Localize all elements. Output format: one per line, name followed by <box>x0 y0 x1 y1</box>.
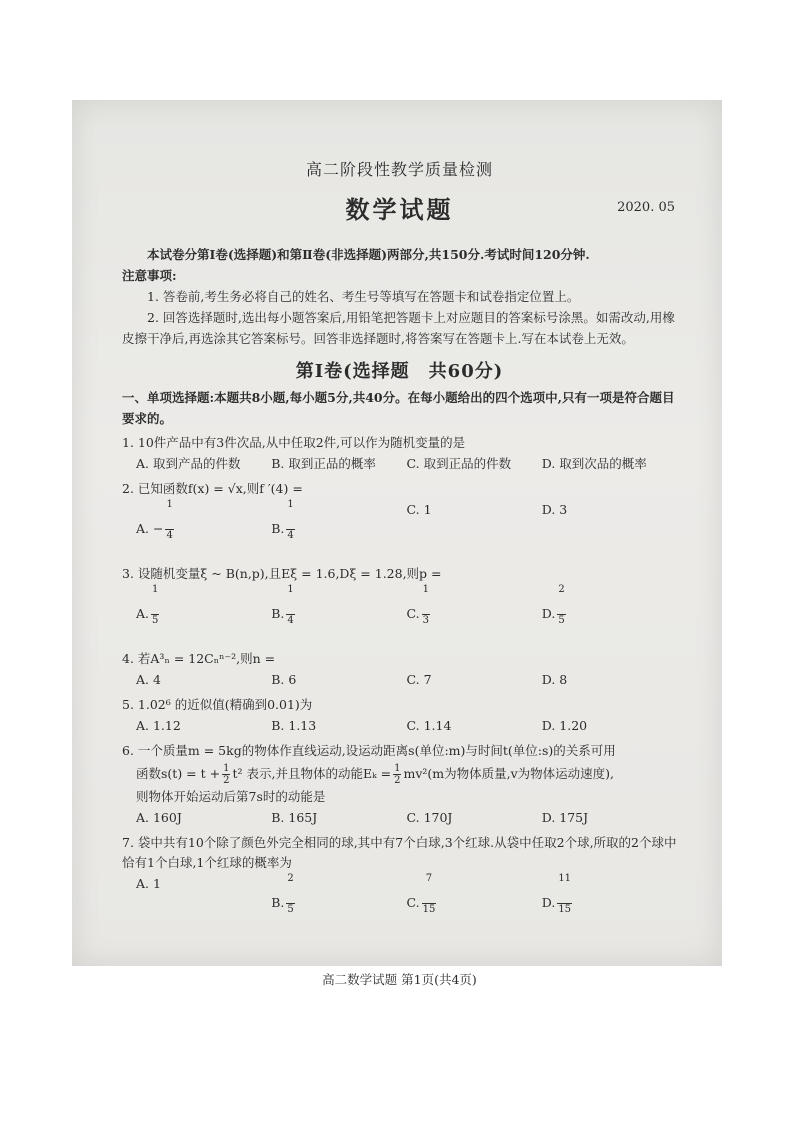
option-d: D. $\frac{11}{15}$ <box>542 873 677 934</box>
question-5: 5. 1.02⁶ 的近似值(精确到0.01)为 <box>122 697 313 712</box>
fraction: $\frac{1}{5}$ <box>152 584 159 626</box>
question-5-options <box>122 715 677 737</box>
intro-line: 本试卷分第Ⅰ卷(选择题)和第Ⅱ卷(非选择题)两部分,共150分.考试时间120分钟. <box>147 247 590 262</box>
question-3-options <box>122 584 677 645</box>
question-1-options <box>122 453 677 475</box>
option-d: D. 取到次品的概率 <box>541 456 647 471</box>
question-6-options <box>122 807 677 829</box>
notice-item-2: 2. 回答选择题时,选出每小题答案后,用铅笔把答题卡上对应题目的答案标号涂黑。如需改动,用橡皮擦干净后,再选涂其它答案标号。回答非选择题时,将答案写在答题卡上.写在本试卷上无效。 <box>122 310 675 346</box>
exam-date: 2020. 05 <box>617 200 675 215</box>
fraction: $\frac{1}{2}$ <box>394 763 401 786</box>
question-4: 4. 若A³ₙ = 12Cₙⁿ⁻²,则n = <box>122 651 276 666</box>
title-row <box>122 190 677 230</box>
question-2: 2. 已知函数f(x) = √x,则f ′(4) = <box>122 481 303 496</box>
photographed-exam-page <box>72 100 722 987</box>
option-a: A. 4 <box>136 672 161 687</box>
notice-item-1: 1. 答卷前,考生务必将自己的姓名、考生号等填写在答题卡和试卷指定位置上。 <box>147 289 580 304</box>
option-c: C. $\frac{1}{3}$ <box>407 584 542 645</box>
option-d: D. 8 <box>541 672 568 687</box>
fraction: $\frac{2}{5}$ <box>558 584 565 626</box>
option-d: D. 3 <box>541 502 568 517</box>
section-title: 第Ⅰ卷(选择题 共60分) <box>295 361 504 382</box>
fraction: $\frac{1}{4}$ <box>166 499 173 541</box>
option-b: B. 165J <box>271 810 318 825</box>
fraction: $\frac{1}{4}$ <box>287 584 294 626</box>
section-instruction: 一、单项选择题:本题共8小题,每小题5分,共40分。在每小题给出的四个选项中,只有一项是符合题目要求的。 <box>122 390 675 426</box>
fraction: $\frac{11}{15}$ <box>558 873 572 915</box>
question-2-options <box>122 499 677 560</box>
question-3: 3. 设随机变量ξ ~ B(n,p),且Eξ = 1.6,Dξ = 1.28,则p = <box>122 566 442 581</box>
question-1: 1. 10件产品中有3件次品,从中任取2件,可以作为随机变量的是 <box>122 435 466 450</box>
fraction: $\frac{1}{4}$ <box>287 499 294 541</box>
question-4-options <box>122 669 677 691</box>
option-b: B. 6 <box>271 672 297 687</box>
question-7-options <box>122 873 677 934</box>
page-footer: 高二数学试题 第1页(共4页) <box>322 972 477 987</box>
option-b: B. $\frac{1}{4}$ <box>271 499 406 560</box>
option-c: C. 取到正品的件数 <box>406 456 512 471</box>
exam-title: 数学试题 <box>345 195 454 224</box>
option-a: A. 160J <box>136 810 182 825</box>
exam-subtitle: 高二阶段性教学质量检测 <box>305 160 493 179</box>
notice-title: 注意事项: <box>122 268 177 283</box>
exam-sheet <box>122 155 677 987</box>
option-d: D. 175J <box>541 810 589 825</box>
question-6-line-1: 6. 一个质量m = 5kg的物体作直线运动,设运动距离s(单位:m)与时间t(单位:s)的关系可用 <box>122 743 616 758</box>
option-b: B. $\frac{2}{5}$ <box>271 873 406 934</box>
fraction: $\frac{1}{2}$ <box>223 763 230 786</box>
question-6-line-2: 函数s(t) = t + $\frac{1}{2}$ t² 表示,并且物体的动能Eₖ = $\frac{1}{2}$ mv²(m为物体质量,v为物体运动速度), <box>136 763 615 786</box>
option-c: C. 1.14 <box>406 718 452 733</box>
option-a: A. 1 <box>136 876 161 891</box>
option-b: B. $\frac{1}{4}$ <box>271 584 406 645</box>
question-6 <box>122 741 677 807</box>
option-a: A. $\frac{1}{5}$ <box>136 584 271 645</box>
option-a: A. 1.12 <box>136 718 181 733</box>
option-d: D. $\frac{2}{5}$ <box>542 584 677 645</box>
question-6-line-3: 则物体开始运动后第7s时的动能是 <box>136 789 326 804</box>
option-c: C. 1 <box>406 502 432 517</box>
option-c: C. $\frac{7}{15}$ <box>407 873 542 934</box>
option-c: C. 170J <box>406 810 453 825</box>
option-b: B. 取到正品的概率 <box>271 456 376 471</box>
option-b: B. 1.13 <box>271 718 317 733</box>
option-a: A. − $\frac{1}{4}$ <box>136 499 271 560</box>
fraction: $\frac{2}{5}$ <box>287 873 294 915</box>
fraction: $\frac{7}{15}$ <box>422 873 436 915</box>
option-c: C. 7 <box>406 672 432 687</box>
option-a: A. 取到产品的件数 <box>136 456 241 471</box>
option-d: D. 1.20 <box>541 718 588 733</box>
fraction: $\frac{1}{3}$ <box>422 584 429 626</box>
question-7: 7. 袋中共有10个除了颜色外完全相同的球,其中有7个白球,3个红球.从袋中任取2个球,所取的2个球中恰有1个白球,1个红球的概率为 <box>122 835 677 870</box>
